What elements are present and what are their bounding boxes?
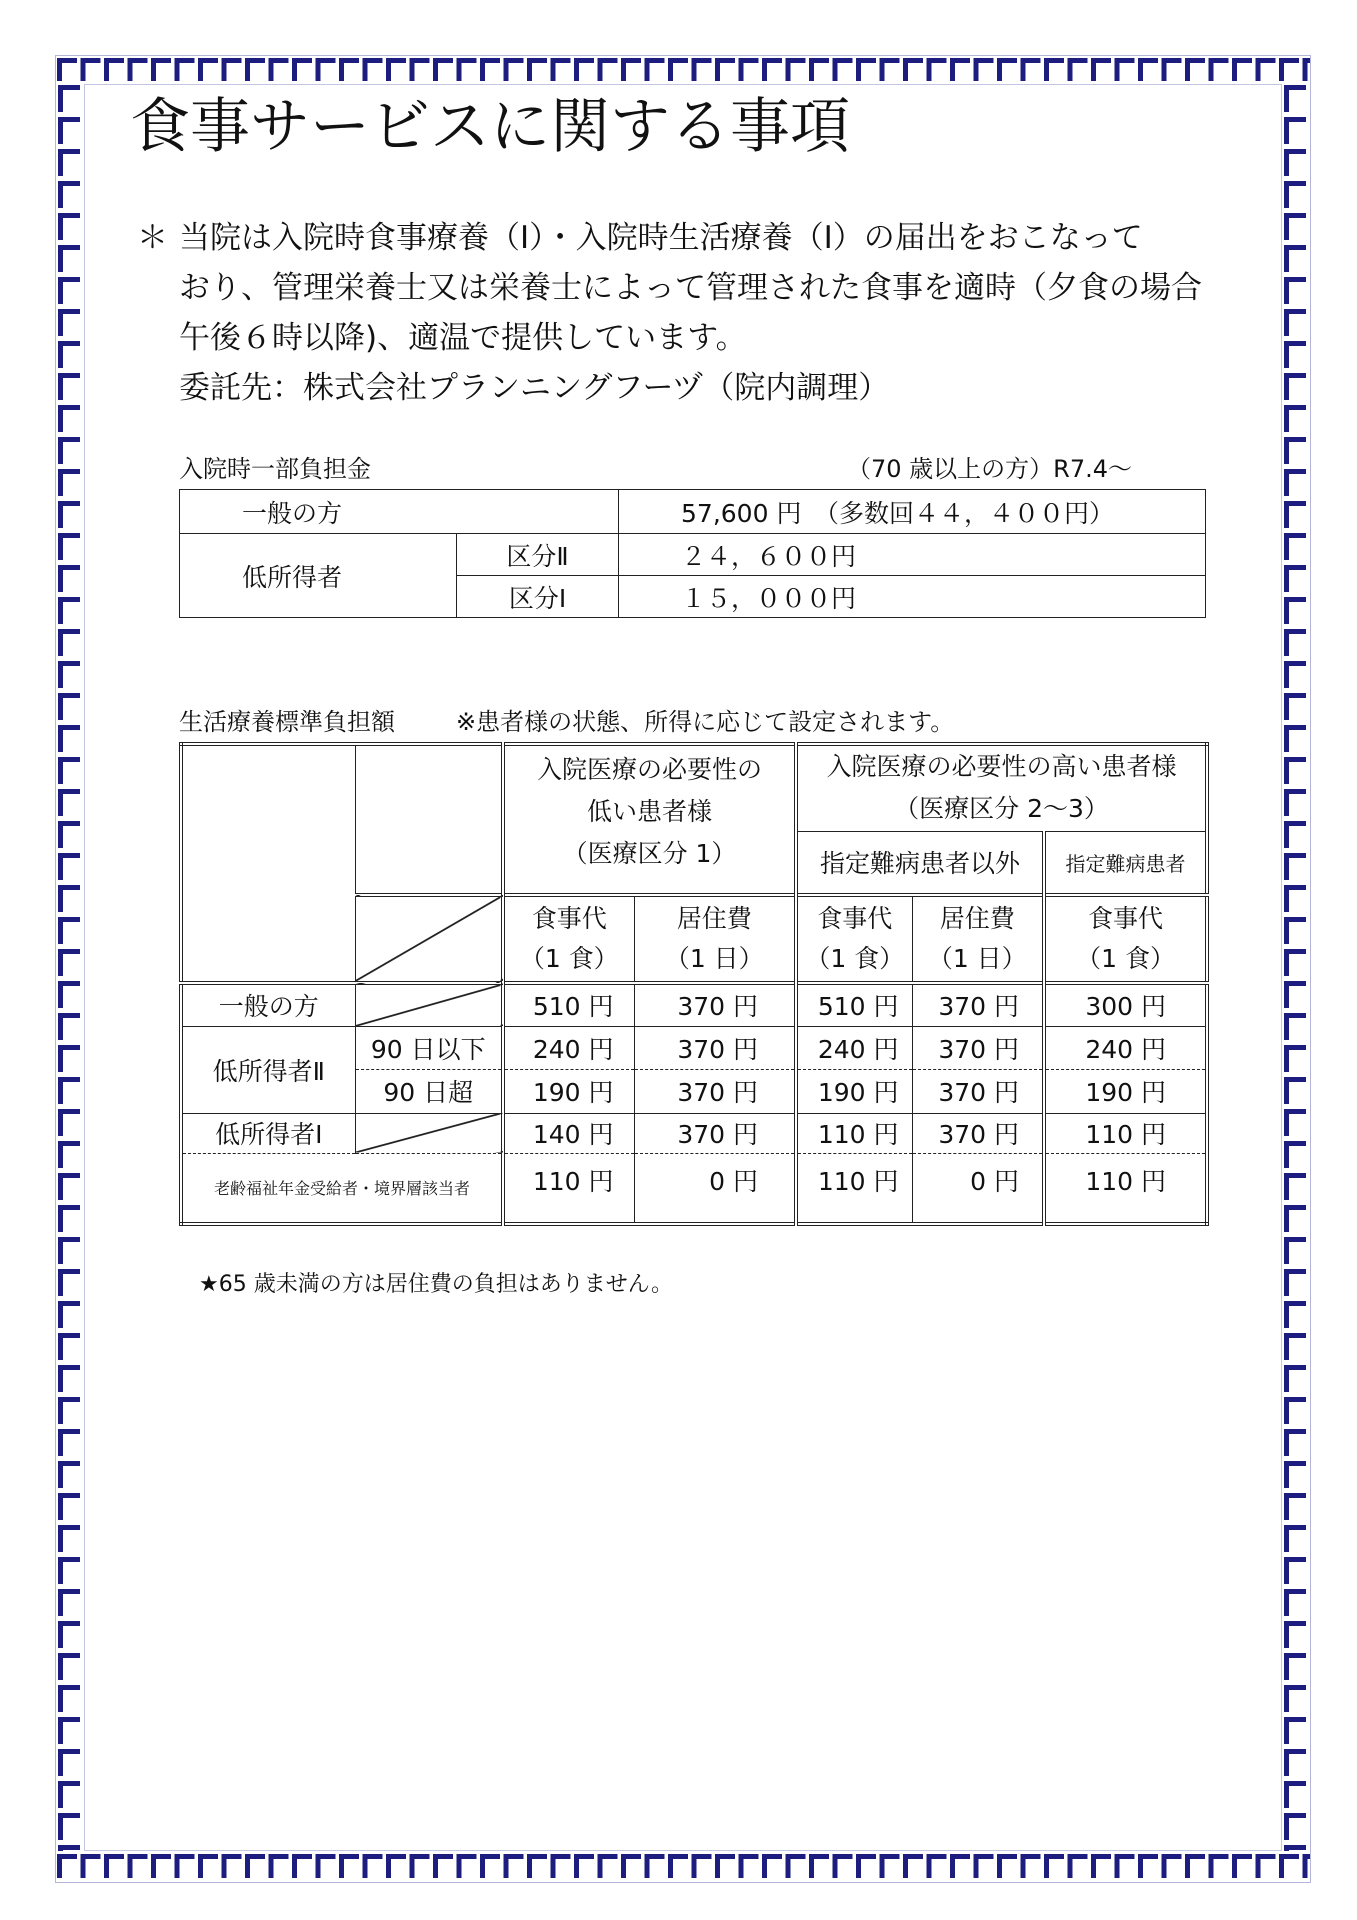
frame-right-band	[1282, 84, 1310, 1851]
header-line: （医療区分 1）	[562, 838, 737, 868]
value-cell: 140 円	[503, 1113, 634, 1153]
intro-paragraph	[179, 213, 1202, 413]
table-row	[181, 983, 1207, 1026]
value-cell: 370 円	[634, 1026, 796, 1069]
row-label: 一般の方	[181, 983, 355, 1026]
column-header	[912, 895, 1044, 983]
intro-line: 当院は入院時食事療養（Ⅰ）・入院時生活療養（Ⅰ）の届出をおこなって	[179, 220, 1143, 256]
value-cell: 240 円	[796, 1026, 912, 1069]
value-cell: 510 円	[503, 983, 634, 1026]
column-name: 食事代	[1088, 904, 1164, 933]
value-cell: 510 円	[796, 983, 912, 1026]
intro-line: おり、管理栄養士又は栄養士によって管理された食事を適時（夕食の場合	[179, 270, 1202, 306]
table-row	[181, 1113, 1207, 1153]
column-unit: （1 食）	[519, 944, 619, 973]
intro-bullet: ＊	[137, 220, 168, 256]
value-cell: 190 円	[503, 1069, 634, 1113]
category2-label-cell: 区分Ⅱ	[457, 534, 619, 576]
header-line: 入院医療の必要性の高い患者様	[826, 752, 1177, 782]
column-unit: （1 食）	[1076, 944, 1175, 973]
low-income-label-cell: 低所得者	[180, 534, 457, 618]
period-label: 90 日超	[355, 1069, 503, 1113]
living-care-note: ※患者様の状態、所得に応じて設定されます。	[456, 708, 955, 736]
value-cell: 110 円	[1044, 1113, 1207, 1153]
value-cell: 370 円	[634, 1069, 796, 1113]
column-unit: （1 日）	[664, 944, 764, 973]
value-cell: 110 円	[503, 1153, 634, 1224]
value-cell: 190 円	[796, 1069, 912, 1113]
table-row	[181, 744, 1207, 831]
table-row	[181, 1026, 1207, 1069]
column-name: 居住費	[939, 904, 1015, 933]
value-cell: 370 円	[634, 983, 796, 1026]
page-title: 食事サービスに関する事項	[130, 92, 850, 162]
column-header	[796, 895, 912, 983]
non-intractable-header: 指定難病患者以外	[796, 831, 1044, 895]
value-cell: 370 円	[912, 1113, 1044, 1153]
category1-value-cell: １５，０００円	[619, 576, 1206, 618]
header-line: 入院医療の必要性の	[537, 754, 763, 784]
living-care-table	[179, 742, 1209, 1226]
high-need-header	[796, 744, 1207, 831]
copayment-table	[179, 489, 1206, 618]
header-line: 低い患者様	[587, 796, 713, 826]
header-line: （医療区分 2～3）	[894, 794, 1109, 824]
column-unit: （1 食）	[805, 944, 905, 973]
category1-label-cell: 区分Ⅰ	[457, 576, 619, 618]
column-header	[634, 895, 796, 983]
diagonal-slash-cell	[355, 895, 503, 983]
value-cell: 370 円	[634, 1113, 796, 1153]
value-cell: 370 円	[912, 1069, 1044, 1113]
low-need-header	[503, 744, 796, 895]
corner-blank-cell	[181, 744, 355, 983]
table-row	[180, 534, 1206, 576]
diagonal-slash-cell	[355, 983, 503, 1026]
value-cell: 370 円	[912, 1026, 1044, 1069]
value-cell: 110 円	[796, 1113, 912, 1153]
column-name: 居住費	[676, 904, 752, 933]
copayment-note: （70 歳以上の方）R7.4～	[847, 455, 1133, 483]
copayment-label: 入院時一部負担金	[179, 455, 371, 483]
diagonal-slash-cell	[355, 1113, 503, 1153]
table-row	[181, 1153, 1207, 1224]
value-cell: 190 円	[1044, 1069, 1207, 1113]
intro-line: 午後６時以降)、適温で提供しています。	[179, 320, 747, 356]
table-row	[180, 490, 1206, 534]
footnote: ★65 歳未満の方は居住費の負担はありません。	[199, 1272, 674, 1297]
value-cell: 110 円	[796, 1153, 912, 1224]
category2-value-cell: ２４，６００円	[619, 534, 1206, 576]
living-care-label: 生活療養標準負担額	[179, 708, 395, 736]
value-cell: 300 円	[1044, 983, 1207, 1026]
column-header	[1044, 895, 1207, 983]
value-cell: 0 円	[634, 1153, 796, 1224]
value-cell: 370 円	[912, 983, 1044, 1026]
value-cell: 240 円	[503, 1026, 634, 1069]
blank-cell	[355, 744, 503, 895]
row-label: 低所得者Ⅱ	[181, 1026, 355, 1113]
general-value-cell: 57,600 円 （多数回４４，４００円）	[619, 490, 1206, 534]
value-cell: 240 円	[1044, 1026, 1207, 1069]
period-label: 90 日以下	[355, 1026, 503, 1069]
column-name: 食事代	[817, 904, 893, 933]
frame-bottom-band	[56, 1851, 1310, 1881]
value-cell: 110 円	[1044, 1153, 1207, 1224]
intractable-header: 指定難病患者	[1044, 831, 1207, 895]
row-label: 低所得者Ⅰ	[181, 1113, 355, 1153]
column-name: 食事代	[531, 904, 607, 933]
contractor-line: 委託先：株式会社プランニングフーヅ（院内調理）	[179, 370, 890, 406]
row-label: 老齢福祉年金受給者・境界層該当者	[181, 1153, 503, 1224]
value-cell: 0 円	[912, 1153, 1044, 1224]
frame-left-band	[56, 84, 84, 1851]
general-label-cell: 一般の方	[180, 490, 619, 534]
column-header	[503, 895, 634, 983]
frame-top-band	[56, 56, 1310, 84]
column-unit: （1 日）	[927, 944, 1027, 973]
